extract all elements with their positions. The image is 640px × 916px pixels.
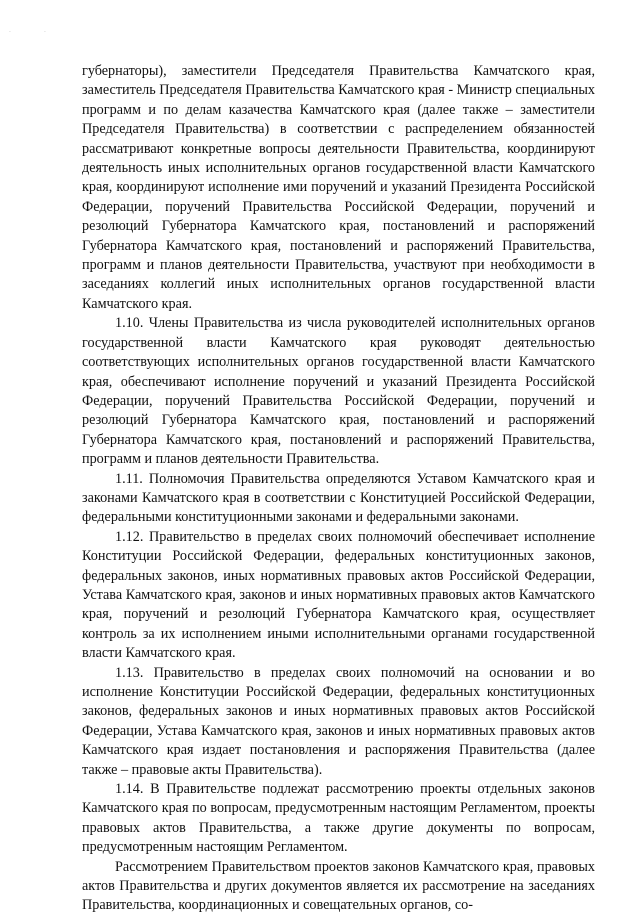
paragraph-1-10: 1.10. Члены Правительства из числа руководителей исполнительных органов государственной власти Камчатского края руководят деятельностью соответствующих исполнительных органов государственной власти Камчатского края, обеспечивают исполнение поручений и указаний Президента Российской Федерации, поручений Правительства Российской Федерации, поручений и резолюций Губернатора Камчатского края, постановлений и распоряжений Губернатора Камчатского края, постановлений и распоряжений Правительства, программ и планов деятельности Правительства. <box>82 315 595 468</box>
paragraph-1-14: 1.14. В Правительстве подлежат рассмотрению проекты отдельных законов Камчатского края по вопросам, предусмотренным настоящим Регламентом, проекты правовых актов Правительства, а также другие документы по вопросам, предусмотренным настоящим Регламентом. <box>82 781 595 856</box>
paragraph-continuation: губернаторы), заместители Председателя Правительства Камчатского края, заместитель Председателя Правительства Камчатского края - Министр специальных программ и по делам казачества Камчатского края (далее также – заместители Председателя Правительства) в соответствии с распределением обязанностей рассматривают конкретные вопросы деятельности Правительства, координируют деятельность иных исполнительных органов государственной власти Камчатского края, координируют исполнение ими поручений и указаний Президента Российской Федерации, поручений Правительства Российской Федерации, поручений и резолюций Губернатора Камчатского края, постановлений и распоряжений Губернатора Камчатского края, постановлений и распоряжений Правительства, программ и планов деятельности Правительства, участвуют при необходимости в заседаниях коллегий иных исполнительных органов государственной власти Камчатского края. <box>82 63 595 312</box>
paragraph-1-14-continuation: Рассмотрением Правительством проектов законов Камчатского края, правовых актов Правительства и других документов является их рассмотрение на заседаниях Правительства, координационных и совещательных органов, со- <box>82 858 595 914</box>
document-body <box>82 62 595 916</box>
paragraph-1-12: 1.12. Правительство в пределах своих полномочий обеспечивает исполнение Конституции Российской Федерации, федеральных конституционных законов, федеральных законов, иных нормативных правовых актов Российской Федерации, Устава Камчатского края, законов и иных нормативных правовых актов Камчатского края, поручений и резолюций Губернатора Камчатского края, осуществляет контроль за их исполнением иными исполнительными органами государственной власти Камчатского края. <box>82 528 595 662</box>
scan-artifact-mark: · <box>9 29 11 36</box>
paragraph-1-13: 1.13. Правительство в пределах своих полномочий на основании и во исполнение Конституции Российской Федерации, федеральных конституционных законов, федеральных законов и иных нормативных правовых актов Российской Федерации, Устава Камчатского края, законов и иных нормативных правовых актов Камчатского края издает постановления и распоряжения Правительства (далее также – правовые акты Правительства). <box>82 664 595 778</box>
scan-artifact-mark: · <box>44 29 46 36</box>
paragraph-1-11: 1.11. Полномочия Правительства определяются Уставом Камчатского края и законами Камчатского края в соответствии с Конституцией Российской Федерации, федеральными конституционными законами и федеральными законами. <box>82 470 595 526</box>
